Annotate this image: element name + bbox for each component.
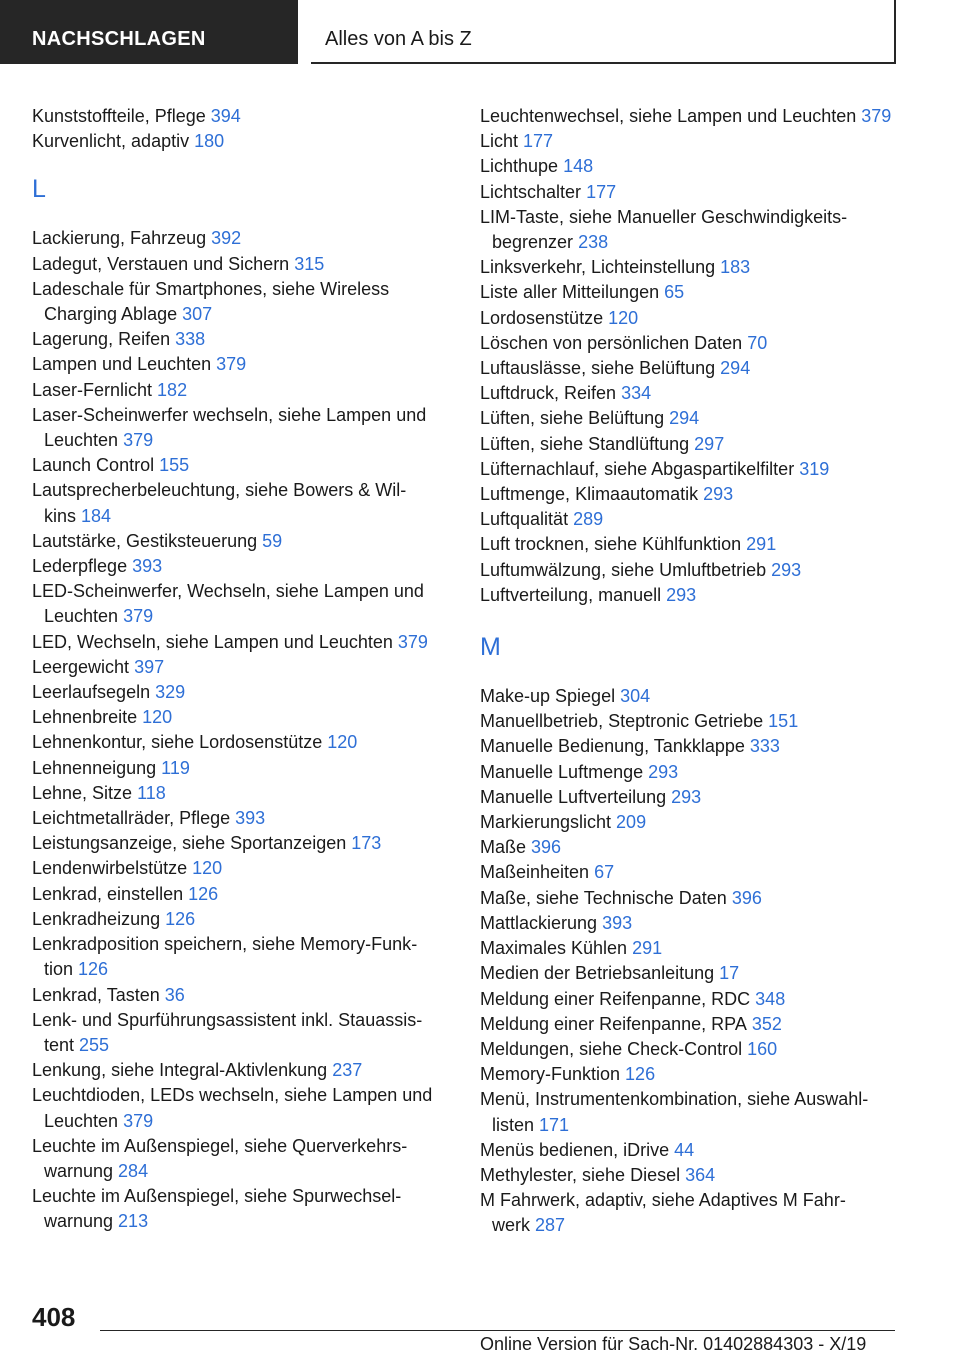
index-term: Lüfternachlauf, siehe Abgaspartikelfilter	[480, 458, 795, 479]
index-entry	[480, 1188, 910, 1238]
index-entry	[480, 734, 910, 759]
page-link[interactable]: 182	[157, 379, 188, 400]
page-link[interactable]: 237	[332, 1060, 363, 1081]
index-entry	[480, 1087, 910, 1137]
index-term: Make-up Spiegel	[480, 686, 616, 707]
index-term: Lenk- und Spurführungsassistent inkl. Stauassistent	[32, 1009, 423, 1055]
index-term: Luftumwälzung, siehe Umluftbetrieb	[480, 559, 767, 580]
index-entry	[480, 886, 910, 911]
page-link[interactable]: 160	[747, 1038, 778, 1059]
index-term: LED, Wechseln, siehe Lampen und Leuchten	[32, 631, 393, 652]
page-link[interactable]: 289	[573, 509, 604, 530]
index-entry	[480, 760, 910, 785]
page-link[interactable]: 297	[694, 433, 725, 454]
index-term: Lendenwirbelstütze	[32, 858, 188, 879]
index-term: Kunststoffteile, Pflege	[32, 106, 206, 126]
page-link[interactable]: 120	[142, 707, 173, 728]
index-term: Manuellbetrieb, Steptronic Getriebe	[480, 711, 764, 732]
index-entry	[32, 579, 462, 629]
page-link[interactable]: 126	[188, 883, 219, 904]
index-term: Launch Control	[32, 455, 155, 476]
index-entry	[480, 154, 910, 179]
index-term: Markierungslicht	[480, 812, 612, 833]
index-entry	[32, 756, 462, 781]
index-term: Lehnenbreite	[32, 707, 138, 728]
index-entry	[480, 381, 910, 406]
index-entry	[32, 932, 462, 982]
index-entry	[32, 907, 462, 932]
page-link[interactable]: 379	[861, 106, 892, 126]
chapter-tab	[311, 0, 896, 64]
page-link[interactable]: 334	[621, 383, 652, 404]
page-link[interactable]: 120	[192, 858, 223, 879]
index-term: Lehne, Sitze	[32, 782, 133, 803]
index-term: Lenkradposition speichern, siehe Memory-Funktion	[32, 934, 418, 980]
page-link[interactable]: 379	[123, 430, 154, 451]
page-link[interactable]: 348	[755, 988, 786, 1009]
section-tab	[0, 0, 298, 64]
index-term: Manuelle Luftverteilung	[480, 786, 667, 807]
page-link[interactable]: 393	[235, 808, 266, 829]
page-link[interactable]: 394	[210, 106, 241, 126]
index-term: Lichtschalter	[480, 181, 582, 202]
index-entry	[32, 104, 462, 129]
entry-group-right-m	[480, 684, 910, 1238]
index-term: Meldungen, siehe Check-Control	[480, 1038, 743, 1059]
index-entry	[32, 1184, 462, 1234]
index-entry	[32, 831, 462, 856]
index-entry	[32, 226, 462, 251]
index-term: Luftmenge, Klimaautomatik	[480, 484, 699, 505]
index-entry	[480, 482, 910, 507]
page-link[interactable]: 255	[79, 1034, 110, 1055]
index-term: Maximales Kühlen	[480, 938, 628, 959]
index-entry	[32, 129, 462, 154]
index-term: Luftauslässe, siehe Belüftung	[480, 358, 716, 379]
page-link[interactable]: 173	[351, 833, 382, 854]
index-term: Leichtmetallräder, Pflege	[32, 808, 231, 829]
index-entry	[32, 1134, 462, 1184]
page-link[interactable]: 352	[751, 1013, 782, 1034]
index-entry	[32, 705, 462, 730]
index-term: Memory-Funktion	[480, 1064, 621, 1085]
page-link[interactable]: 213	[118, 1211, 149, 1232]
index-entry	[480, 356, 910, 381]
index-term: LED-Scheinwerfer, Wechseln, siehe Lampen und Leuchten	[32, 581, 424, 627]
index-term: Methylester, siehe Diesel	[480, 1164, 681, 1185]
page-link[interactable]: 59	[262, 530, 283, 551]
page-link[interactable]: 177	[586, 181, 617, 202]
page-link[interactable]: 291	[632, 938, 663, 959]
page-link[interactable]: 329	[155, 682, 186, 703]
index-entry	[480, 1138, 910, 1163]
index-term: Lenkradheizung	[32, 908, 161, 929]
page-link[interactable]: 171	[539, 1114, 570, 1135]
index-term: Mattlackierung	[480, 912, 598, 933]
index-term: M Fahrwerk, adaptiv, siehe Adaptives M Fahrwerk	[480, 1190, 846, 1236]
page-link[interactable]: 284	[118, 1160, 149, 1181]
index-entry	[480, 457, 910, 482]
index-entry	[480, 558, 910, 583]
index-entry	[32, 453, 462, 478]
index-term: Maßeinheiten	[480, 862, 590, 883]
index-entry	[32, 1058, 462, 1083]
page-link[interactable]: 379	[397, 631, 428, 652]
index-term: Löschen von persönlichen Daten	[480, 332, 743, 353]
index-term: Leistungsanzeige, siehe Sportanzeigen	[32, 833, 347, 854]
index-entry	[32, 252, 462, 277]
index-term: Manuelle Bedienung, Tankklappe	[480, 736, 745, 757]
index-term: Lederpflege	[32, 556, 128, 577]
index-entry	[480, 205, 910, 255]
index-term: Lenkrad, Tasten	[32, 984, 160, 1005]
index-entry	[32, 327, 462, 352]
index-entry	[32, 730, 462, 755]
index-term: Leuchtenwechsel, siehe Lampen und Leuchten	[480, 106, 857, 126]
page-link[interactable]: 393	[132, 556, 163, 577]
index-entry	[480, 860, 910, 885]
page-link[interactable]: 294	[720, 358, 751, 379]
page-link[interactable]: 379	[123, 1110, 154, 1131]
index-entry	[32, 378, 462, 403]
page-link[interactable]: 148	[563, 156, 594, 177]
chapter-title: Alles von A bis Z	[325, 28, 472, 50]
index-term: Lackierung, Fahrzeug	[32, 228, 207, 249]
index-term: Laser-Fernlicht	[32, 379, 153, 400]
index-entry	[32, 680, 462, 705]
page-link[interactable]: 151	[768, 711, 799, 732]
page-link[interactable]: 396	[531, 837, 562, 858]
index-term: Luftdruck, Reifen	[480, 383, 617, 404]
page-link[interactable]: 126	[165, 908, 196, 929]
entry-group-right-l	[480, 104, 910, 608]
page-link[interactable]: 120	[327, 732, 358, 753]
index-term: Lehnenneigung	[32, 757, 157, 778]
index-entry	[480, 1062, 910, 1087]
index-entry	[480, 432, 910, 457]
index-term: Menüs bedienen, iDrive	[480, 1139, 670, 1160]
page-link[interactable]: 307	[182, 304, 213, 325]
page-link[interactable]: 293	[648, 761, 679, 782]
section-title: NACHSCHLAGEN	[32, 28, 206, 50]
index-term: Ladeschale für Smartphones, siehe Wireless Charging Ablage	[32, 278, 390, 325]
index-term: Ladegut, Verstauen und Sichern	[32, 253, 290, 274]
index-entry	[480, 331, 910, 356]
index-entry	[480, 911, 910, 936]
index-entry	[480, 406, 910, 431]
page-link[interactable]: 393	[602, 912, 633, 933]
index-entry	[32, 856, 462, 881]
index-term: Leuchte im Außenspiegel, siehe Querverkehrswarnung	[32, 1135, 408, 1181]
index-term: Lehnenkontur, siehe Lordosenstütze	[32, 732, 323, 753]
index-entry	[480, 129, 910, 154]
page-link[interactable]: 294	[669, 408, 700, 429]
index-term: Meldung einer Reifenpanne, RPA	[480, 1013, 747, 1034]
page-link[interactable]: 238	[578, 232, 609, 253]
page-link[interactable]: 293	[703, 484, 734, 505]
index-term: Leuchtdioden, LEDs wechseln, siehe Lampen und Leuchten	[32, 1085, 433, 1131]
index-term: Lordosenstütze	[480, 307, 604, 328]
index-entry	[32, 806, 462, 831]
page-link[interactable]: 397	[134, 656, 165, 677]
page-link[interactable]: 118	[137, 782, 166, 803]
page-link[interactable]: 44	[674, 1139, 695, 1160]
index-entry	[480, 987, 910, 1012]
page-link[interactable]: 287	[535, 1215, 566, 1236]
index-term: Maße, siehe Technische Daten	[480, 887, 727, 908]
index-term: Lenkrad, einstellen	[32, 883, 184, 904]
index-entry	[480, 1037, 910, 1062]
index-term: Lenkung, siehe Integral-Aktivlenkung	[32, 1060, 328, 1081]
page-link[interactable]: 177	[523, 131, 554, 152]
page-link[interactable]: 396	[731, 887, 762, 908]
index-entry	[480, 306, 910, 331]
index-entry	[32, 403, 462, 453]
index-entry	[480, 1163, 910, 1188]
index-term: Laser-Scheinwerfer wechseln, siehe Lampen und Leuchten	[32, 404, 427, 451]
index-term: Linksverkehr, Lichteinstellung	[480, 257, 716, 278]
page-link[interactable]: 304	[620, 686, 651, 707]
index-entry	[32, 277, 462, 327]
index-term: Luftqualität	[480, 509, 569, 530]
page-link[interactable]: 184	[81, 505, 112, 526]
index-term: Leergewicht	[32, 656, 130, 677]
page-link[interactable]: 126	[78, 959, 109, 980]
index-term: Luft trocknen, siehe Kühlfunktion	[480, 534, 742, 555]
footer-divider	[100, 1330, 895, 1331]
index-entry	[32, 882, 462, 907]
index-entry	[480, 280, 910, 305]
page-link[interactable]: 315	[294, 253, 325, 274]
letter-heading-m: M	[480, 633, 501, 662]
index-entry	[480, 961, 910, 986]
index-entry	[480, 583, 910, 608]
index-term: Medien der Betriebsanleitung	[480, 963, 715, 984]
index-term: Lautsprecherbeleuchtung, siehe Bowers & Wilkins	[32, 480, 407, 526]
page-number: 408	[32, 1302, 76, 1332]
index-entry	[32, 529, 462, 554]
page-link[interactable]: 338	[175, 329, 206, 350]
page-link[interactable]: 180	[194, 131, 225, 152]
page-link[interactable]: 36	[164, 984, 185, 1005]
page-link[interactable]: 119	[161, 757, 190, 778]
index-entry	[32, 352, 462, 377]
page-link[interactable]: 319	[799, 458, 830, 479]
index-column-left	[32, 104, 462, 1235]
page-link[interactable]: 333	[749, 736, 780, 757]
index-entry	[32, 1083, 462, 1133]
page-link[interactable]: 364	[685, 1164, 716, 1185]
page-link[interactable]: 65	[664, 282, 685, 303]
index-term: LIM-Taste, siehe Manueller Geschwindigkeitsbegrenzer	[480, 206, 848, 253]
index-entry	[480, 104, 910, 129]
index-term: Leuchte im Außenspiegel, siehe Spurwechselwarnung	[32, 1186, 402, 1232]
index-entry	[32, 478, 462, 528]
index-term: Lüften, siehe Belüftung	[480, 408, 665, 429]
index-entry	[480, 835, 910, 860]
index-entry	[32, 781, 462, 806]
index-entry	[480, 180, 910, 205]
index-term: Leerlaufsegeln	[32, 682, 151, 703]
letter-heading-l: L	[32, 175, 46, 204]
page-link[interactable]: 291	[746, 534, 777, 555]
index-term: Menü, Instrumentenkombination, siehe Auswahllisten	[480, 1089, 869, 1135]
page-link[interactable]: 183	[720, 257, 751, 278]
page-link[interactable]: 293	[666, 584, 697, 605]
index-entry	[480, 1012, 910, 1037]
index-term: Lüften, siehe Standlüftung	[480, 433, 690, 454]
index-entry	[480, 785, 910, 810]
page-link[interactable]: 392	[211, 228, 242, 249]
entry-group-left-l	[32, 226, 462, 1234]
page-link[interactable]: 126	[625, 1064, 656, 1085]
page-link[interactable]: 120	[608, 307, 639, 328]
index-entry	[480, 684, 910, 709]
page-link[interactable]: 293	[771, 559, 802, 580]
index-term: Maße	[480, 837, 527, 858]
index-term: Lichthupe	[480, 156, 559, 177]
footer-edition: Online Version für Sach-Nr. 01402884303 - X/19	[480, 1334, 867, 1354]
index-term: Lampen und Leuchten	[32, 354, 212, 375]
entry-group-left-top	[32, 104, 462, 154]
index-entry	[32, 655, 462, 680]
index-term: Manuelle Luftmenge	[480, 761, 644, 782]
index-entry	[480, 936, 910, 961]
index-term: Kurvenlicht, adaptiv	[32, 131, 190, 152]
page-link[interactable]: 209	[616, 812, 647, 833]
index-entry	[480, 709, 910, 734]
page-link[interactable]: 379	[216, 354, 247, 375]
page-link[interactable]: 155	[159, 455, 190, 476]
index-entry	[480, 507, 910, 532]
index-entry	[32, 554, 462, 579]
index-entry	[32, 630, 462, 655]
index-entry	[480, 255, 910, 280]
index-term: Liste aller Mitteilungen	[480, 282, 660, 303]
page-link[interactable]: 17	[719, 963, 740, 984]
index-column-right	[480, 104, 910, 1239]
index-term: Lagerung, Reifen	[32, 329, 171, 350]
page-link[interactable]: 67	[594, 862, 615, 883]
index-term: Licht	[480, 131, 519, 152]
index-term: Meldung einer Reifenpanne, RDC	[480, 988, 751, 1009]
index-entry	[480, 532, 910, 557]
page-link[interactable]: 70	[747, 332, 768, 353]
index-entry	[32, 1008, 462, 1058]
index-term: Luftverteilung, manuell	[480, 584, 662, 605]
index-entry	[480, 810, 910, 835]
index-entry	[32, 983, 462, 1008]
index-term: Lautstärke, Gestiksteuerung	[32, 530, 258, 551]
page-link[interactable]: 293	[671, 786, 702, 807]
page-link[interactable]: 379	[123, 606, 154, 627]
